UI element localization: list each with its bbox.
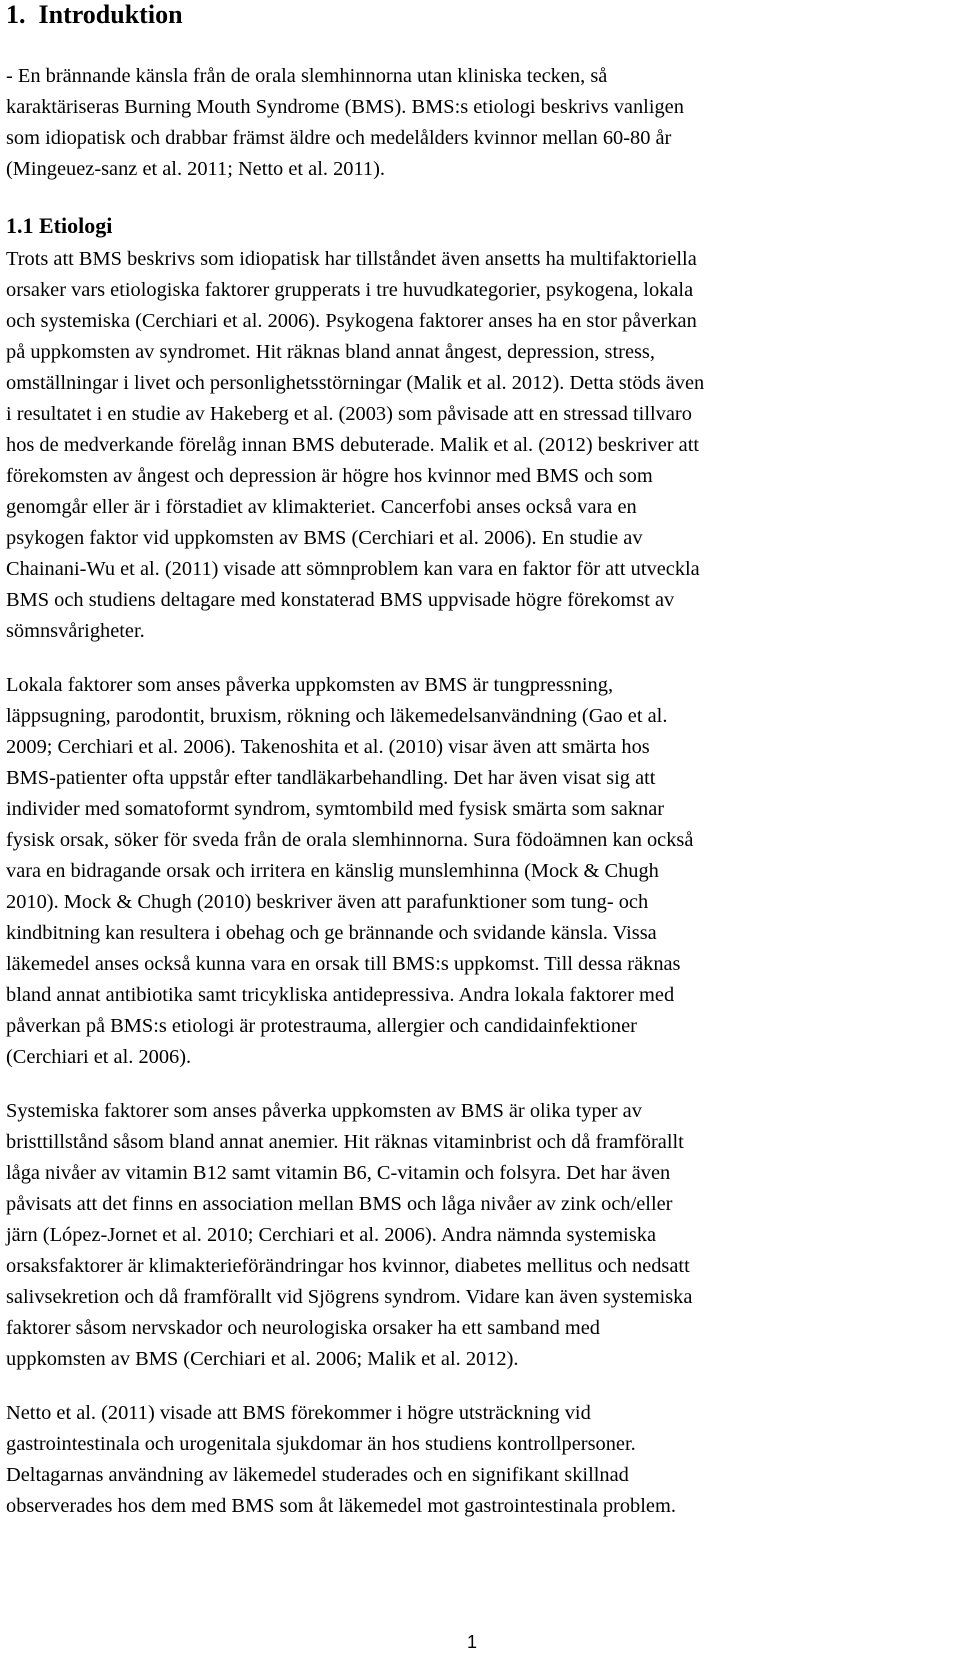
lokala-faktorer-paragraph: [6, 670, 693, 1073]
text-line: kindbitning kan resultera i obehag och ge brännande och svidande känsla. Vissa: [6, 922, 657, 944]
text-line: påvisats att det finns en association mellan BMS och låga nivåer av zink och/eller: [6, 1193, 673, 1215]
text-line: låga nivåer av vitamin B12 samt vitamin B6, C-vitamin och folsyra. Det har även: [6, 1162, 671, 1184]
text-line: hos de medverkande förelåg innan BMS debuterade. Malik et al. (2012) beskriver att: [6, 434, 700, 456]
netto-paragraph: [6, 1398, 676, 1522]
text-line: genomgår eller är i förstadiet av klimakteriet. Cancerfobi anses också vara en: [6, 496, 637, 518]
text-line: observerades hos dem med BMS som åt läkemedel mot gastrointestinala problem.: [6, 1495, 676, 1517]
text-line: psykogen faktor vid uppkomsten av BMS (Cerchiari et al. 2006). En studie av: [6, 527, 643, 549]
text-line: (Cerchiari et al. 2006).: [6, 1046, 192, 1068]
text-line: Chainani-Wu et al. (2011) visade att sömnproblem kan vara en faktor för att utveckla: [6, 558, 700, 580]
text-line: Trots att BMS beskrivs som idiopatisk har tillståndet även ansetts ha multifaktoriella: [6, 248, 697, 270]
text-line: orsaker vars etiologiska faktorer grupperats i tre huvudkategorier, psykogena, lokala: [6, 279, 694, 301]
text-line: karaktäriseras Burning Mouth Syndrome (BMS). BMS:s etiologi beskrivs vanligen: [6, 96, 684, 118]
text-line: bland annat antibiotika samt tricykliska antidepressiva. Andra lokala faktorer med: [6, 984, 675, 1006]
text-line: faktorer såsom nervskador och neurologiska orsaker ha ett samband med: [6, 1317, 600, 1339]
systemiska-faktorer-paragraph: [6, 1096, 692, 1375]
text-line: salivsekretion och då framförallt vid Sjögrens syndrom. Vidare kan även systemiska: [6, 1286, 693, 1308]
text-line: och systemiska (Cerchiari et al. 2006). Psykogena faktorer anses ha en stor påverkan: [6, 310, 697, 332]
text-line: 2010). Mock & Chugh (2010) beskriver även att parafunktioner som tung- och: [6, 891, 649, 913]
text-line: sömnsvårigheter.: [6, 620, 145, 642]
text-line: uppkomsten av BMS (Cerchiari et al. 2006; Malik et al. 2012).: [6, 1348, 519, 1370]
text-line: på uppkomsten av syndromet. Hit räknas bland annat ångest, depression, stress,: [6, 341, 655, 363]
text-line: gastrointestinala och urogenitala sjukdomar än hos studiens kontrollpersoner.: [6, 1433, 636, 1455]
text-line: 2009; Cerchiari et al. 2006). Takenoshita et al. (2010) visar även att smärta hos: [6, 736, 650, 758]
text-line: orsaksfaktorer är klimakterieförändringar hos kvinnor, diabetes mellitus och nedsatt: [6, 1255, 690, 1277]
text-line: i resultatet i en studie av Hakeberg et al. (2003) som påvisade att en stressad tillvaro: [6, 403, 692, 425]
text-line: vara en bidragande orsak och irritera en känslig munslemhinna (Mock & Chugh: [6, 860, 659, 882]
text-line: påverkan på BMS:s etiologi är protestrauma, allergier och candidainfektioner: [6, 1015, 637, 1037]
text-line: omställningar i livet och personlighetsstörningar (Malik et al. 2012). Detta stöds även: [6, 372, 705, 394]
text-line: - En brännande känsla från de orala slemhinnorna utan kliniska tecken, så: [6, 65, 608, 87]
intro-paragraph: [6, 61, 684, 185]
section-heading: 1. Introduktion: [6, 0, 183, 29]
text-line: Systemiska faktorer som anses påverka uppkomsten av BMS är olika typer av: [6, 1100, 642, 1122]
text-line: Netto et al. (2011) visade att BMS förekommer i högre utsträckning vid: [6, 1402, 591, 1424]
text-line: som idiopatisk och drabbar främst äldre och medelålders kvinnor mellan 60-80 år: [6, 127, 672, 149]
text-line: (Mingeuez-sanz et al. 2011; Netto et al. 2011).: [6, 158, 385, 180]
text-line: bristtillstånd såsom bland annat anemier. Hit räknas vitaminbrist och då framförallt: [6, 1131, 684, 1153]
text-line: fysisk orsak, söker för sveda från de orala slemhinnorna. Sura födoämnen kan också: [6, 829, 694, 851]
text-line: individer med somatoformt syndrom, symtombild med fysisk smärta som saknar: [6, 798, 665, 820]
page-number: 1: [466, 1632, 477, 1652]
etiologi-paragraph: [6, 244, 704, 647]
text-line: järn (López-Jornet et al. 2010; Cerchiari et al. 2006). Andra nämnda systemiska: [6, 1224, 657, 1246]
text-line: Lokala faktorer som anses påverka uppkomsten av BMS är tungpressning,: [6, 674, 614, 696]
text-line: läppsugning, parodontit, bruxism, rökning och läkemedelsanvändning (Gao et al.: [6, 705, 668, 727]
text-line: Deltagarnas användning av läkemedel studerades och en signifikant skillnad: [6, 1464, 629, 1486]
subsection-heading: 1.1 Etiologi: [6, 213, 113, 238]
text-line: läkemedel anses också kunna vara en orsak till BMS:s uppkomst. Till dessa räknas: [6, 953, 681, 975]
text-line: BMS och studiens deltagare med konstaterad BMS uppvisade högre förekomst av: [6, 589, 675, 611]
text-line: förekomsten av ångest och depression är högre hos kvinnor med BMS och som: [6, 465, 653, 487]
text-line: BMS-patienter ofta uppstår efter tandläkarbehandling. Det har även visat sig att: [6, 767, 656, 789]
